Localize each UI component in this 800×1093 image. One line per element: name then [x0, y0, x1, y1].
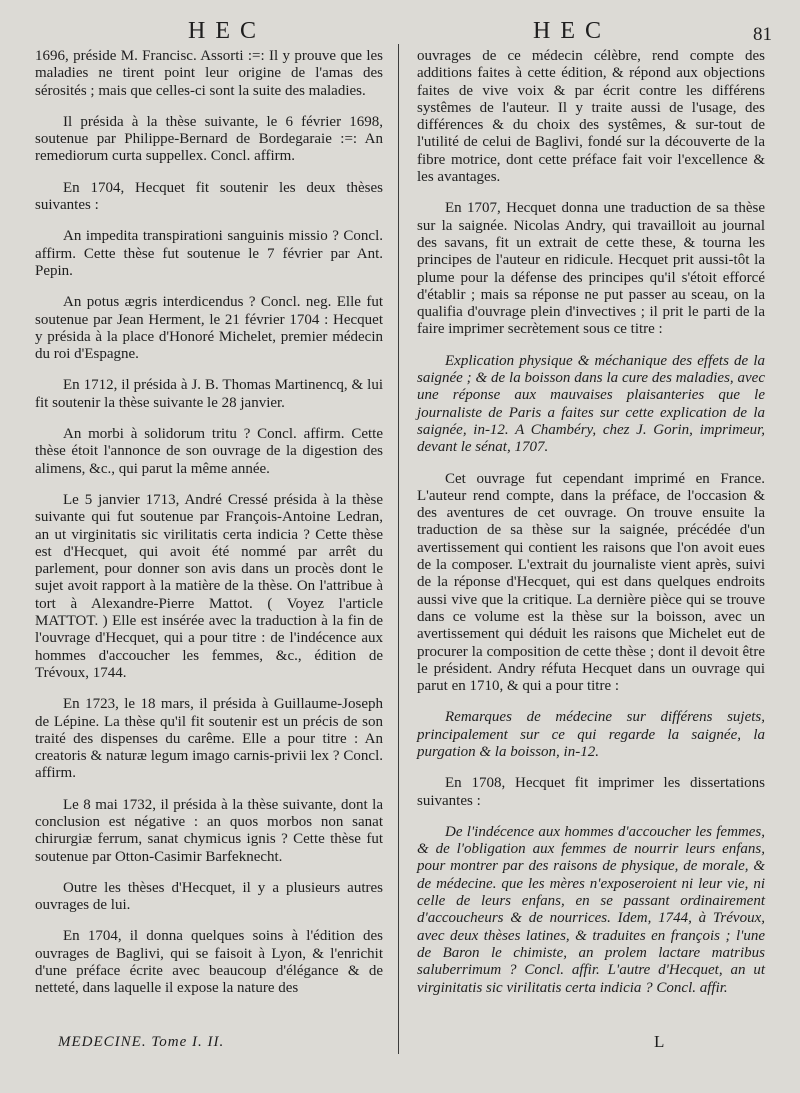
- running-head-left: HEC: [188, 18, 266, 44]
- book-title: Remarques de médecine sur différens sujets, principalement sur ce qui regarde la saignée, la purgation & la boisson, in-12.: [417, 709, 765, 760]
- paragraph: ouvrages de ce médecin célèbre, rend compte des additions faites à cette édition, & répond aux objections faites de vive voix & par écrit contre les différens systêmes de l'auteur. Il y traite aussi de l'usage, des différences & du choix des systêmes, & sur-tout de l'utilité de celui de Baglivi, fondé sur la découverte de la fibre motrice, dont cette préface fait voir l'excellence & les avantages.: [417, 48, 765, 186]
- paragraph: Outre les thèses d'Hecquet, il y a plusieurs autres ouvrages de lui.: [35, 879, 383, 914]
- paragraph: En 1723, le 18 mars, il présida à Guillaume-Joseph de Lépine. La thèse qu'il fit soutenir est un précis de son traité des dispenses du carême. Elle a pour titre : An creatoris & naturæ legum imago carnis-privii lex ? Concl. affirm.: [35, 696, 383, 782]
- paragraph: Cet ouvrage fut cependant imprimé en France. L'auteur rend compte, dans la préface, de l'occasion & des aventures de cet ouvrage. On trouve ensuite la traduction de sa thèse sur la saignée, précédée d'un avertissement qui contient les raisons que l'on avoit eues de la composer. L'extrait du journaliste vient après, suivi de la réponse d'Hecquet, qui est dans quelques endroits aussi vive que la critique. La dernière pièce qui se trouve dans ce volume est la thèse sur la boisson, avec un avertissement qui déduit les raisons que Michelet eut de procurer la composition de cette thèse ; dont il devoit être le président. Andry réfuta Hecquet dans un ouvrage qui parut en 1710, & qui a pour titre :: [417, 470, 765, 695]
- running-head-right: HEC: [533, 18, 611, 44]
- paragraph: Il présida à la thèse suivante, le 6 février 1698, soutenue par Philippe-Bernard de Bordegaraie :=: An remediorum curta suppellex. Concl. affirm.: [35, 113, 383, 165]
- paragraph: En 1707, Hecquet donna une traduction de sa thèse sur la saignée. Nicolas Andry, qui travailloit au journal des savans, fit un extrait de cette these, & tourna les principes de l'auteur en ridicule. Hecquet prit aussi-tôt la plume pour la défense des principes qu'il s'étoit efforcé d'établir ; mais sa réponse ne put passer au sceau, on la qualifia d'ouvrage plein d'invectives ; il prit le parti de la faire imprimer secrètement sous ce titre :: [417, 200, 765, 338]
- book-title: De l'indécence aux hommes d'accoucher les femmes, & de l'obligation aux femmes de nourrir leurs enfans, pour montrer par des raisons de physique, de morale, & de médecine. que les mères n'exposeroient ni leur vie, ni celle de leurs enfans, en se passant ordinairement d'accoucheurs & de nourrices. Idem, 1744, à Trévoux, avec deux thèses latines, & traduites en françois ; l'une de Baron le chimiste, an prolem lactare matribus saluberrimum ? Concl. affir. L'autre d'Hecquet, an ut virginitatis sic virilitatis certa indicia ? Concl. affir.: [417, 823, 765, 996]
- signature-mark: MEDECINE. Tome I. II.: [58, 1034, 225, 1050]
- paragraph: An morbi à solidorum tritu ? Concl. affirm. Cette thèse étoit l'annonce de son ouvrage de la digestion des alimens, &c., qui parut la même année.: [35, 426, 383, 477]
- paragraph: 1696, préside M. Francisc. Assorti :=: Il y prouve que les maladies ne tirent point leur origine de l'amas des sérosités ; mais que celles-ci sont la suite des maladies.: [35, 48, 383, 99]
- page-number: 81: [753, 24, 772, 45]
- paragraph: En 1704, Hecquet fit soutenir les deux thèses suivantes :: [35, 179, 383, 214]
- paragraph: En 1704, il donna quelques soins à l'édition des ouvrages de Baglivi, qui se faisoit à Lyon, & l'enrichit d'une préface écrite avec beaucoup d'élégance & de netteté, dans laquelle il expose la nature des: [35, 928, 383, 997]
- paragraph: En 1712, il présida à J. B. Thomas Martinencq, & lui fit soutenir la thèse suivante le 28 janvier.: [35, 377, 383, 411]
- book-title: Explication physique & méchanique des effets de la saignée ; & de la boisson dans la cure des maladies, avec une réponse aux mauvaises plaisanteries que le journaliste de Paris a faites sur cette explication de la saignée, in-12. A Chambéry, chez J. Gorin, imprimeur, devant le sénat, 1707.: [417, 352, 765, 456]
- paragraph: Le 8 mai 1732, il présida à la thèse suivante, dont la conclusion est négative : an quos morbos non sanat chirurgiæ ferrum, sanat chymicus ignis ? Cette thèse fut soutenue par Otton-Casimir Barfeknecht.: [35, 796, 383, 865]
- right-column: [417, 48, 765, 1011]
- left-column: [35, 48, 383, 1012]
- paragraph: An potus ægris interdicendus ? Concl. neg. Elle fut soutenue par Jean Herment, le 21 février 1704 : Hecquet y présida à la place d'Honoré Michelet, premier médecin du roi d'Espagne.: [35, 294, 383, 363]
- paragraph: En 1708, Hecquet fit imprimer les dissertations suivantes :: [417, 775, 765, 809]
- sheet-mark: L: [654, 1032, 665, 1051]
- paragraph: An impedita transpirationi sanguinis missio ? Concl. affirm. Cette thèse fut soutenue le 7 février par Ant. Pepin.: [35, 228, 383, 279]
- paragraph: Le 5 janvier 1713, André Cressé présida à la thèse suivante qui fut soutenue par François-Antoine Ledran, an ut virginitatis sic virilitatis certa indicia ? Cette thèse est d'Hecquet, qui avoit été nommé par arrêt du parlement, pour donner son avis dans un procès dont le sujet avoit rapport à la matière de la thèse. On l'attribue à tort à Alexandre-Pierre Mattot. ( Voyez l'article MATTOT. ) Elle est insérée avec la traduction à la fin de l'ouvrage d'Hecquet, qui a pour titre : de l'indécence aux hommes d'accoucher les femmes, &c., édition de Trévoux, 1744.: [35, 491, 383, 681]
- column-divider: [398, 44, 399, 1054]
